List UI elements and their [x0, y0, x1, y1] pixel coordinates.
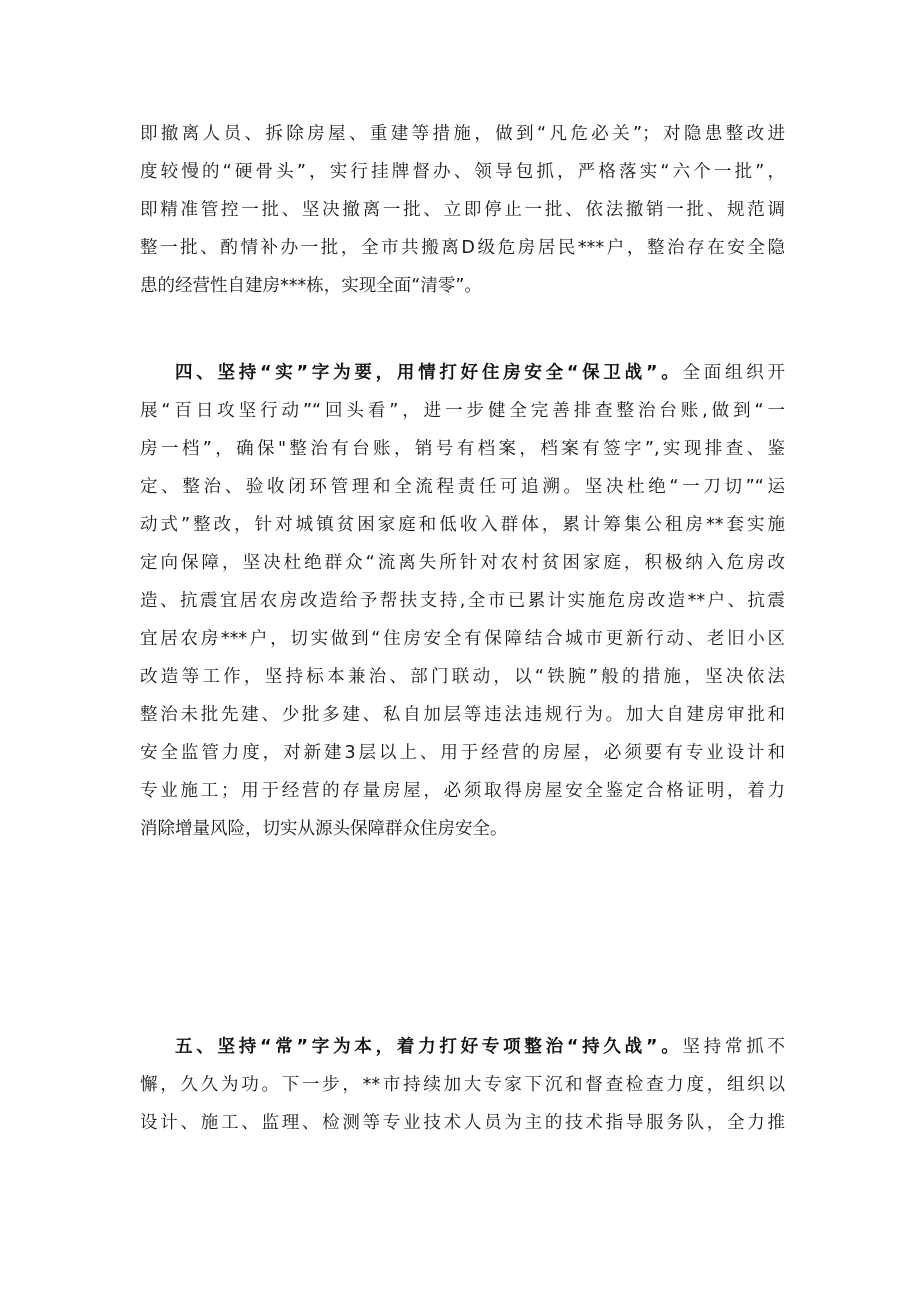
paragraph-section-four — [140, 354, 785, 848]
paragraph-line: 定向保障，坚决杜绝群众“流离失所针对农村贫困家庭，积极纳入危房改 — [140, 553, 785, 573]
paragraph-first-line — [140, 354, 785, 392]
section-five-lead: 坚持常抓不 — [682, 1037, 785, 1057]
paragraph-line: 患的经营性自建房***栋，实现全面“清零”。 — [140, 276, 482, 296]
paragraph-line: 房一档”，确保"整治有台账，销号有档案，档案有签字”,实现排查、鉴 — [140, 439, 785, 459]
paragraph-line: 造、抗震宜居农房改造给予帮扶支持,全市已累计实施危房改造**户、抗震 — [140, 591, 785, 611]
paragraph-line: 整一批、酌情补办一批，全市共搬离D级危房居民***户，整治存在安全隐 — [140, 238, 785, 258]
paragraph-line: 整治未批先建、少批多建、私自加层等违法违规行为。加大自建房审批和 — [140, 705, 785, 725]
paragraph-line: 安全监管力度，对新建3层以上、用于经营的房屋，必须要有专业设计和 — [140, 743, 785, 763]
paragraph-line: 动式”整改，针对城镇贫困家庭和低收入群体，累计筹集公租房**套实施 — [140, 515, 785, 535]
paragraph-hazard-rectification — [140, 115, 785, 305]
section-four-lead: 全面组织开 — [682, 363, 785, 383]
paragraph-line: 设计、施工、监理、检测等专业技术人员为主的技术指导服务队，全力推 — [140, 1113, 785, 1133]
paragraph-line: 展“百日攻坚行动”“回头看”，进一步健全完善排查整治台账,做到“一 — [140, 401, 785, 421]
paragraph-line: 即精准管控一批、坚决撤离一批、立即停止一批、依法撤销一批、规范调 — [140, 200, 785, 220]
paragraph-line: 度较慢的“硬骨头”，实行挂牌督办、领导包抓，严格落实“六个一批”， — [140, 162, 785, 182]
section-four-heading: 四、坚持“实”字为要，用情打好住房安全“保卫战”。 — [175, 363, 683, 383]
paragraph-line: 改造等工作，坚持标本兼治、部门联动，以“铁腕”般的措施，坚决依法 — [140, 667, 785, 687]
paragraph-line: 专业施工；用于经营的存量房屋，必须取得房屋安全鉴定合格证明，着力 — [140, 781, 785, 801]
paragraph-line: 定、整治、验收闭环管理和全流程责任可追溯。坚决杜绝“一刀切”“运 — [140, 477, 785, 497]
paragraph-line: 消除增量风险，切实从源头保障群众住房安全。 — [140, 819, 508, 839]
paragraph-line: 懈，久久为功。下一步，**市持续加大专家下沉和督查检查力度，组织以 — [140, 1075, 785, 1095]
paragraph-section-five — [140, 1028, 785, 1142]
paragraph-line: 即撤离人员、拆除房屋、重建等措施，做到“凡危必关”；对隐患整改进 — [140, 124, 785, 144]
paragraph-first-line — [140, 1028, 785, 1066]
paragraph-line: 宜居农房***户，切实做到“住房安全有保障结合城市更新行动、老旧小区 — [140, 629, 785, 649]
section-five-heading: 五、坚持“常”字为本，着力打好专项整治“持久战”。 — [175, 1037, 683, 1057]
